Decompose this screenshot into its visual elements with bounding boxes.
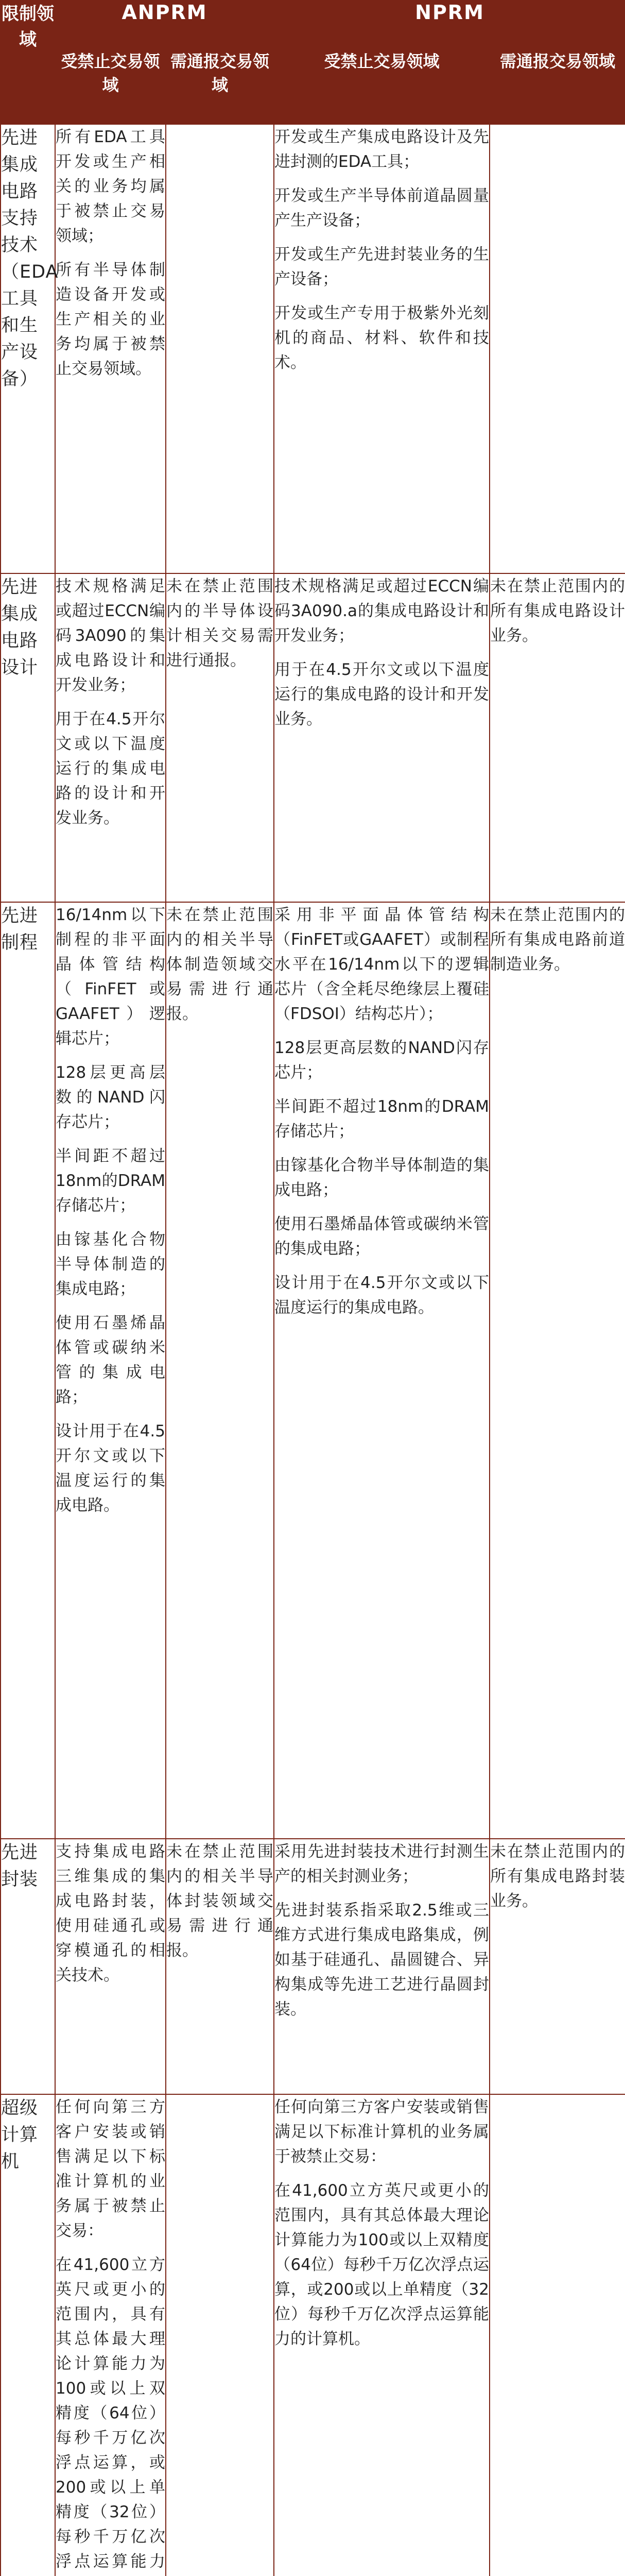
- nprm-notifiable-cell: [490, 1839, 625, 2094]
- cell-paragraph: 未在禁止范围内的半导体设计相关交易需进行通报。: [166, 577, 274, 670]
- restricted-area-label: 先进制程: [1, 902, 55, 1839]
- restricted-area-label: 先进集成电路支持技术（EDA工具和生产设备）: [1, 124, 55, 573]
- table-row: [1, 1839, 625, 2094]
- cell-paragraph: 技术规格满足或超过ECCN编码3A090的集成电路设计和开发业务；: [56, 577, 165, 694]
- cell-paragraph: 在41,600立方英尺或更小的范围内，具有其总体最大理论计算能力为100或以上双精度（64位）每秒千万亿次浮点运算，或200或以上单精度（32位）每秒千万亿次浮点运算能力: [56, 2256, 165, 2571]
- cell-paragraph: 使用石墨烯晶体管或碳纳米管的集成电路；: [56, 1314, 165, 1406]
- table-row: [1, 2094, 625, 2576]
- header-nprm: NPRM: [274, 1, 625, 49]
- nprm-prohibited-cell: [274, 902, 490, 1839]
- cell-paragraph: 开发或生产半导体前道晶圆量产生产设备；: [274, 187, 490, 230]
- cell-paragraph: 任何向第三方客户安装或销售满足以下标准计算机的业务属于被禁止交易：: [274, 2098, 490, 2166]
- cell-paragraph: 使用石墨烯晶体管或碳纳米管的集成电路；: [274, 1215, 490, 1258]
- anprm-prohibited-cell: [55, 1839, 166, 2094]
- nprm-notifiable-cell: [490, 573, 625, 902]
- header-anprm: ANPRM: [55, 1, 274, 49]
- header-row-top: [1, 1, 625, 49]
- cell-paragraph: 任何向第三方客户安装或销售满足以下标准计算机的业务属于被禁止交易：: [56, 2098, 165, 2240]
- cell-paragraph: 设计用于在4.5开尔文或以下温度运行的集成电路。: [274, 1274, 490, 1317]
- restricted-area-label: 超级计算机: [1, 2094, 55, 2576]
- cell-paragraph: 半间距不超过18nm的DRAM存储芯片；: [274, 1097, 490, 1141]
- cell-paragraph: 用于在4.5开尔文或以下温度运行的集成电路的设计和开发业务。: [56, 710, 165, 827]
- nprm-prohibited-cell: [274, 573, 490, 902]
- cell-paragraph: 先进封装系指采取2.5维或三维方式进行集成电路集成，例如基于硅通孔、晶圆键合、异构集成等先进工艺进行晶圆封装。: [274, 1901, 490, 2019]
- nprm-notifiable-cell: [490, 124, 625, 573]
- anprm-prohibited-cell: [55, 2094, 166, 2576]
- header-restricted-area: 限制领域: [1, 1, 55, 124]
- cell-paragraph: 用于在4.5开尔文或以下温度运行的集成电路的设计和开发业务。: [274, 660, 490, 728]
- cell-paragraph: 16/14nm以下制程的非平面晶体管结构（FinFET或GAAFET）逻辑芯片；: [56, 906, 165, 1048]
- cell-paragraph: 未在禁止范围内的相关半导体制造领域交易需进行通报。: [166, 906, 274, 1023]
- anprm-notifiable-cell: [166, 1839, 274, 2094]
- restricted-area-label: 先进集成电路设计: [1, 573, 55, 902]
- table-row: [1, 573, 625, 902]
- header-nprm-notifiable: 需通报交易领域: [490, 49, 625, 124]
- table-body: [1, 124, 625, 2576]
- cell-paragraph: 未在禁止范围内的所有集成电路设计业务。: [490, 577, 625, 645]
- cell-paragraph: 设计用于在4.5开尔文或以下温度运行的集成电路。: [56, 1422, 165, 1515]
- header-nprm-prohibited: 受禁止交易领域: [274, 49, 490, 124]
- nprm-notifiable-cell: [490, 2094, 625, 2576]
- cell-paragraph: 支持集成电路三维集成的集成电路封装，使用硅通孔或穿模通孔的相关技术。: [56, 1842, 165, 1985]
- anprm-notifiable-cell: [166, 573, 274, 902]
- nprm-prohibited-cell: [274, 2094, 490, 2576]
- nprm-prohibited-cell: [274, 124, 490, 573]
- anprm-prohibited-cell: [55, 124, 166, 573]
- nprm-notifiable-cell: [490, 902, 625, 1839]
- cell-paragraph: 采用先进封装技术进行封测生产的相关封测业务；: [274, 1842, 490, 1886]
- cell-paragraph: 开发或生产集成电路设计及先进封测的EDA工具；: [274, 128, 490, 171]
- cell-paragraph: 未在禁止范围内的所有集成电路封装业务。: [490, 1842, 625, 1910]
- cell-paragraph: 技术规格满足或超过ECCN编码3A090.a的集成电路设计和开发业务；: [274, 577, 490, 645]
- anprm-notifiable-cell: [166, 902, 274, 1839]
- cell-paragraph: 未在禁止范围内的相关半导体封装领域交易需进行通报。: [166, 1842, 274, 1960]
- cell-paragraph: 开发或生产先进封装业务的生产设备；: [274, 245, 490, 289]
- anprm-prohibited-cell: [55, 902, 166, 1839]
- anprm-prohibited-cell: [55, 573, 166, 902]
- cell-paragraph: 采用非平面晶体管结构（FinFET或GAAFET）或制程水平在16/14nm以下的逻辑芯片（含全耗尽绝缘层上覆硅（FDSOI）结构芯片）；: [274, 906, 490, 1023]
- header-row-sub: [1, 49, 625, 124]
- restricted-area-label: 先进封装: [1, 1839, 55, 2094]
- table-row: [1, 124, 625, 573]
- cell-paragraph: 在41,600立方英尺或更小的范围内，具有其总体最大理论计算能力为100或以上双精度（64位）每秒千万亿次浮点运算，或200或以上单精度（32位）每秒千万亿次浮点运算能力的计算机。: [274, 2181, 490, 2348]
- cell-paragraph: 半间距不超过18nm的DRAM存储芯片；: [56, 1147, 165, 1215]
- cell-paragraph: 128层更高层数的NAND闪存芯片；: [274, 1039, 490, 1082]
- header-anprm-prohibited: 受禁止交易领域: [55, 49, 166, 124]
- anprm-notifiable-cell: [166, 2094, 274, 2576]
- header-anprm-notifiable: 需通报交易领域: [166, 49, 274, 124]
- cell-paragraph: 所有EDA工具开发或生产相关的业务均属于被禁止交易领域；: [56, 128, 165, 245]
- cell-paragraph: 由镓基化合物半导体制造的集成电路；: [56, 1230, 165, 1298]
- nprm-prohibited-cell: [274, 1839, 490, 2094]
- cell-paragraph: 未在禁止范围内的所有集成电路前道制造业务。: [490, 906, 625, 974]
- cell-paragraph: 128层更高层数的NAND闪存芯片；: [56, 1063, 165, 1131]
- table-row: [1, 902, 625, 1839]
- anprm-notifiable-cell: [166, 124, 274, 573]
- cell-paragraph: 所有半导体制造设备开发或生产相关的业务均属于被禁止交易领域。: [56, 261, 165, 378]
- cell-paragraph: 由镓基化合物半导体制造的集成电路；: [274, 1156, 490, 1199]
- cell-paragraph: 开发或生产专用于极紫外光刻机的商品、材料、软件和技术。: [274, 304, 490, 372]
